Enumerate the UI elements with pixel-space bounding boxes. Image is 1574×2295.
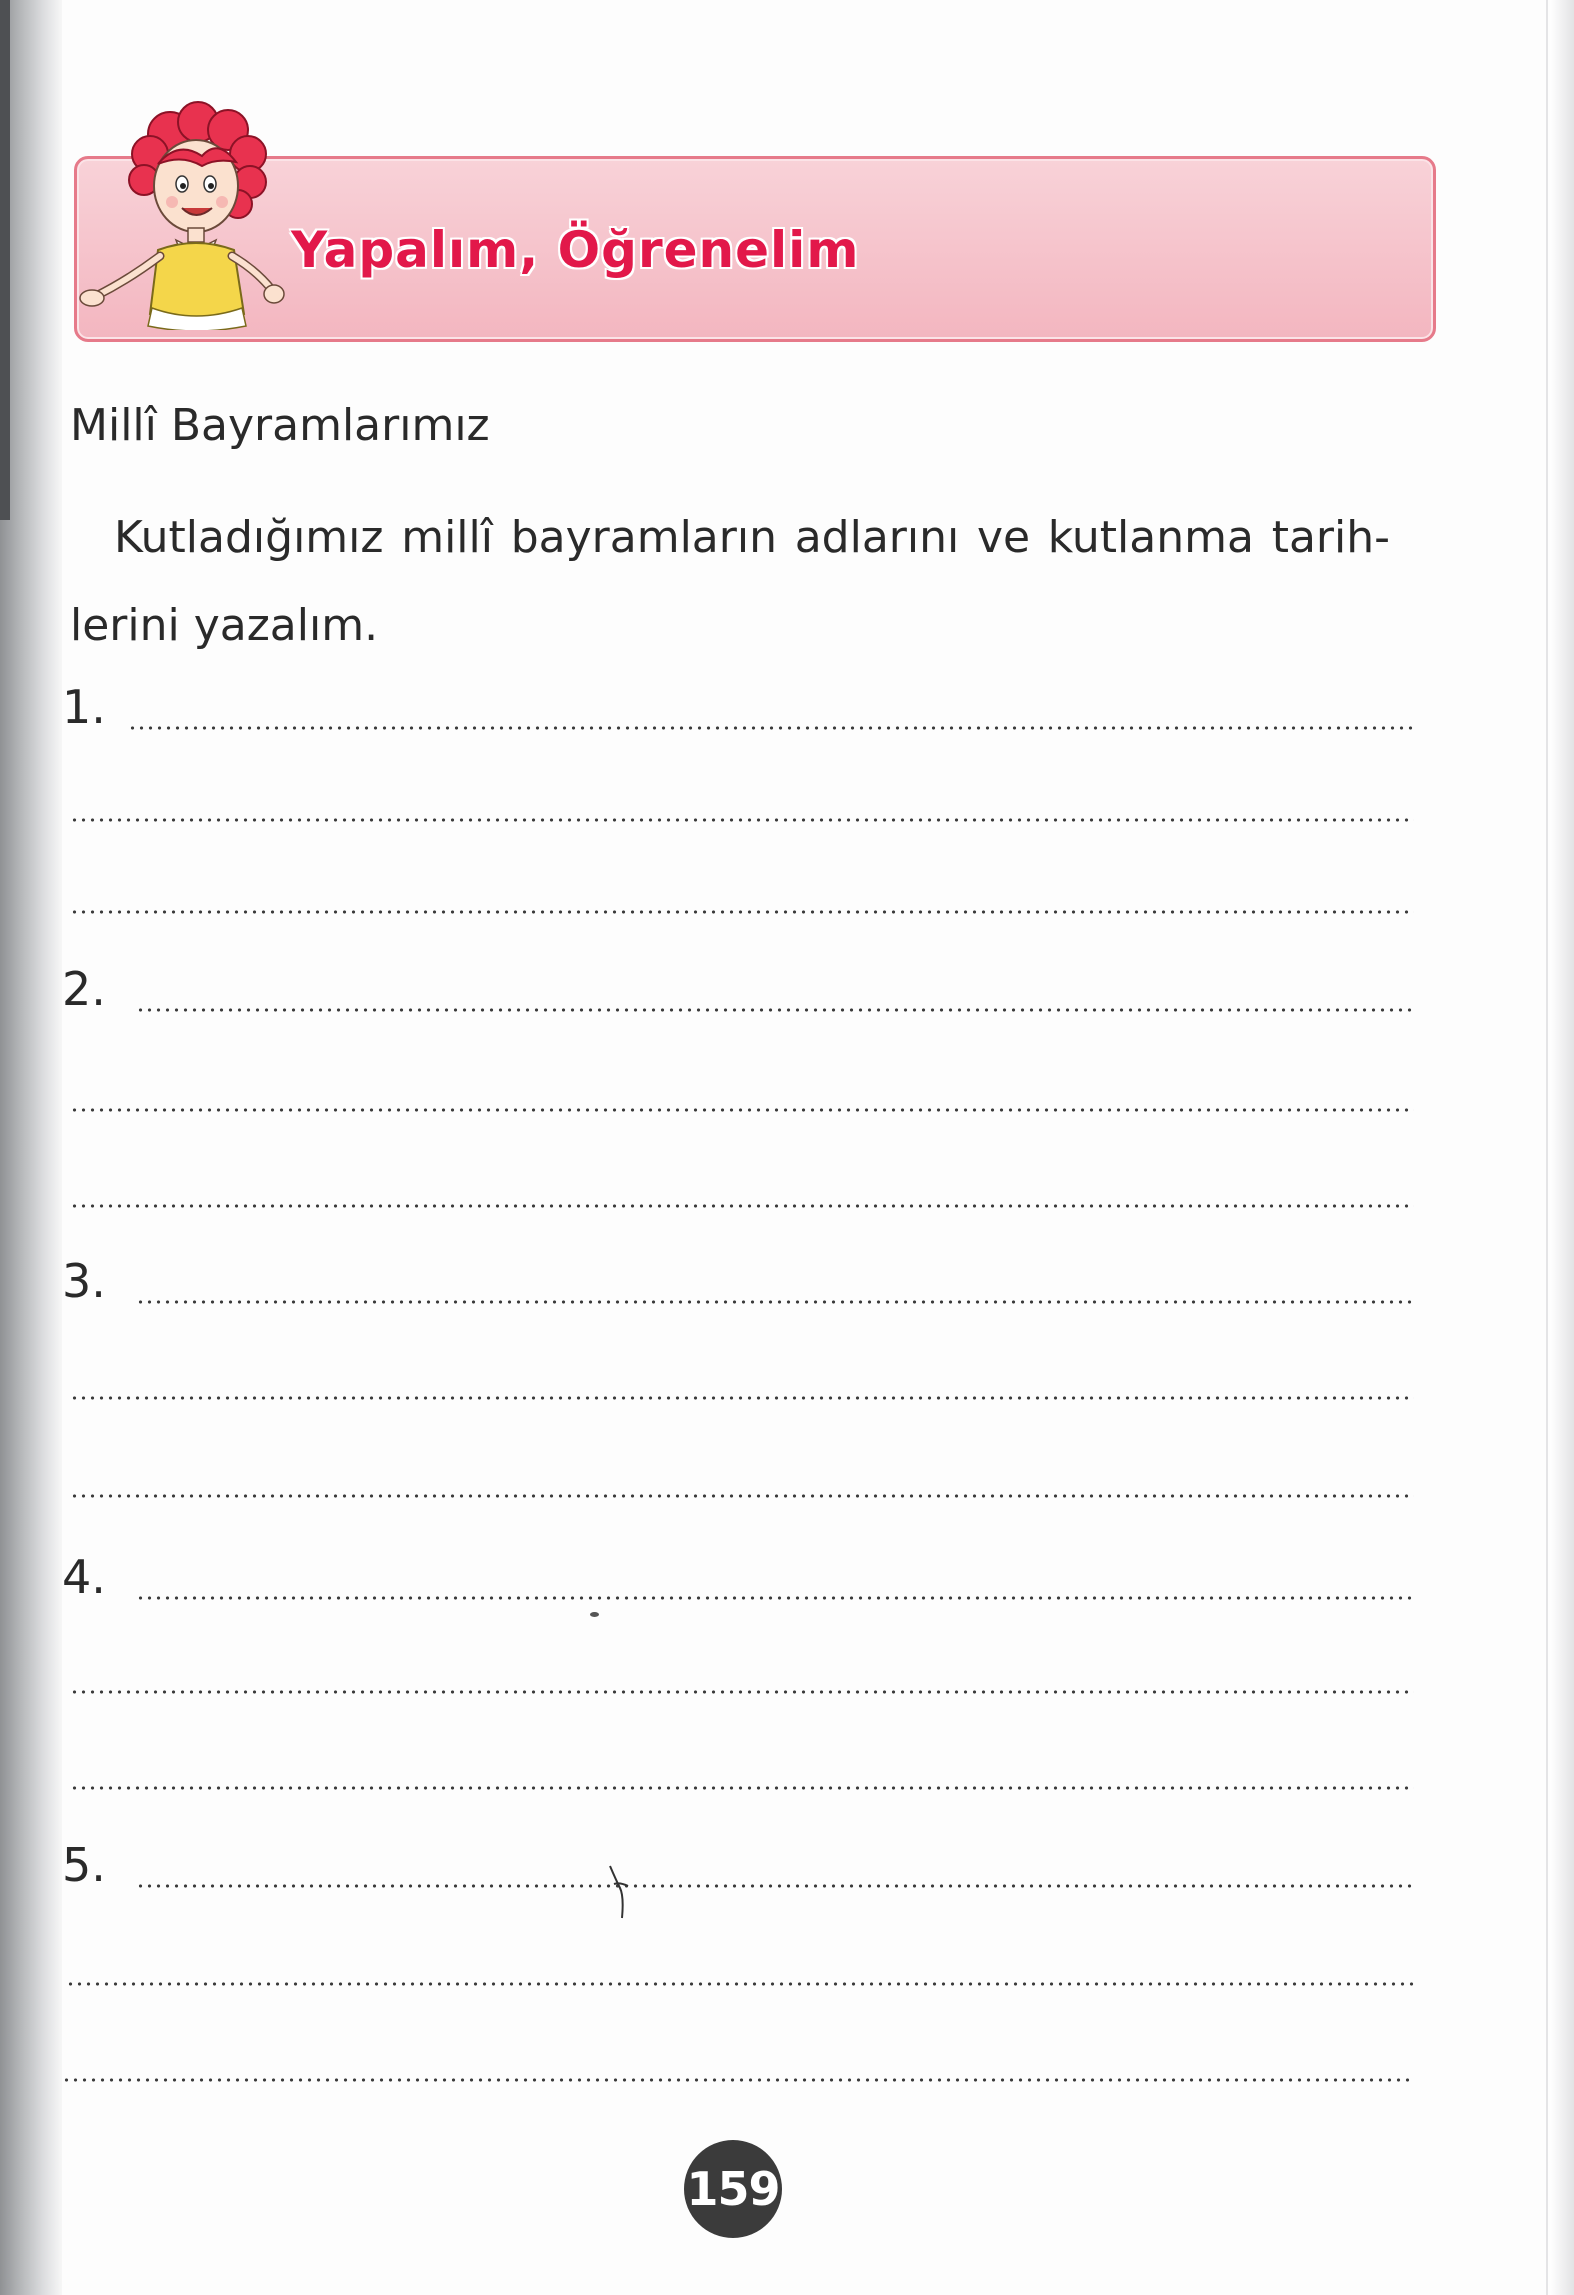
- answer-line-5c[interactable]: [62, 2032, 1414, 2092]
- dotted-line: [128, 726, 1414, 730]
- page-number-badge: 159: [684, 2140, 782, 2238]
- dotted-line: [70, 1396, 1414, 1400]
- answer-line-5a[interactable]: [62, 1838, 1414, 1898]
- dotted-line: [70, 1690, 1414, 1694]
- pencil-mark: [590, 1612, 599, 1617]
- item-number: 3.: [62, 1254, 106, 1308]
- page-right-edge-line: [1546, 0, 1548, 2295]
- dotted-line: [70, 1204, 1414, 1208]
- answer-line-1b[interactable]: [62, 772, 1414, 832]
- banner-title: Yapalım, Öğrenelim: [291, 221, 860, 279]
- answer-line-2b[interactable]: [62, 1062, 1414, 1122]
- answer-line-3a[interactable]: [62, 1254, 1414, 1314]
- answer-line-4a[interactable]: [62, 1550, 1414, 1610]
- answer-line-2a[interactable]: [62, 962, 1414, 1022]
- dotted-line: [70, 910, 1414, 914]
- page-right-edge: [1550, 0, 1574, 2295]
- dotted-line: [136, 1884, 1414, 1888]
- answer-line-4b[interactable]: [62, 1644, 1414, 1704]
- answer-line-2c[interactable]: [62, 1158, 1414, 1218]
- item-number: 1.: [62, 680, 106, 734]
- answer-line-1a[interactable]: [62, 680, 1414, 740]
- dotted-line: [70, 1786, 1414, 1790]
- answer-line-4c[interactable]: [62, 1740, 1414, 1800]
- dotted-line: [70, 818, 1414, 822]
- dotted-line: [136, 1008, 1414, 1012]
- dotted-line: [136, 1596, 1414, 1600]
- answer-line-1c[interactable]: [62, 864, 1414, 924]
- item-number: 5.: [62, 1838, 106, 1892]
- dotted-line: [66, 1982, 1414, 1986]
- pencil-mark: [604, 1862, 634, 1922]
- dotted-line: [70, 1494, 1414, 1498]
- dotted-line: [136, 1300, 1414, 1304]
- section-title: Millî Bayramlarımız: [70, 400, 490, 451]
- girl-mascot-icon: [78, 100, 288, 330]
- instruction-text: Kutladığımız millî bayramların adlarını ve kutlanma tarih-lerini yazalım.: [70, 512, 1390, 651]
- item-number: 2.: [62, 962, 106, 1016]
- answer-line-5b[interactable]: [62, 1936, 1414, 1996]
- dotted-line: [70, 1108, 1414, 1112]
- binding-edge: [0, 0, 10, 520]
- item-number: 4.: [62, 1550, 106, 1604]
- answer-line-3b[interactable]: [62, 1350, 1414, 1410]
- answer-line-3c[interactable]: [62, 1448, 1414, 1508]
- dotted-line: [62, 2078, 1414, 2082]
